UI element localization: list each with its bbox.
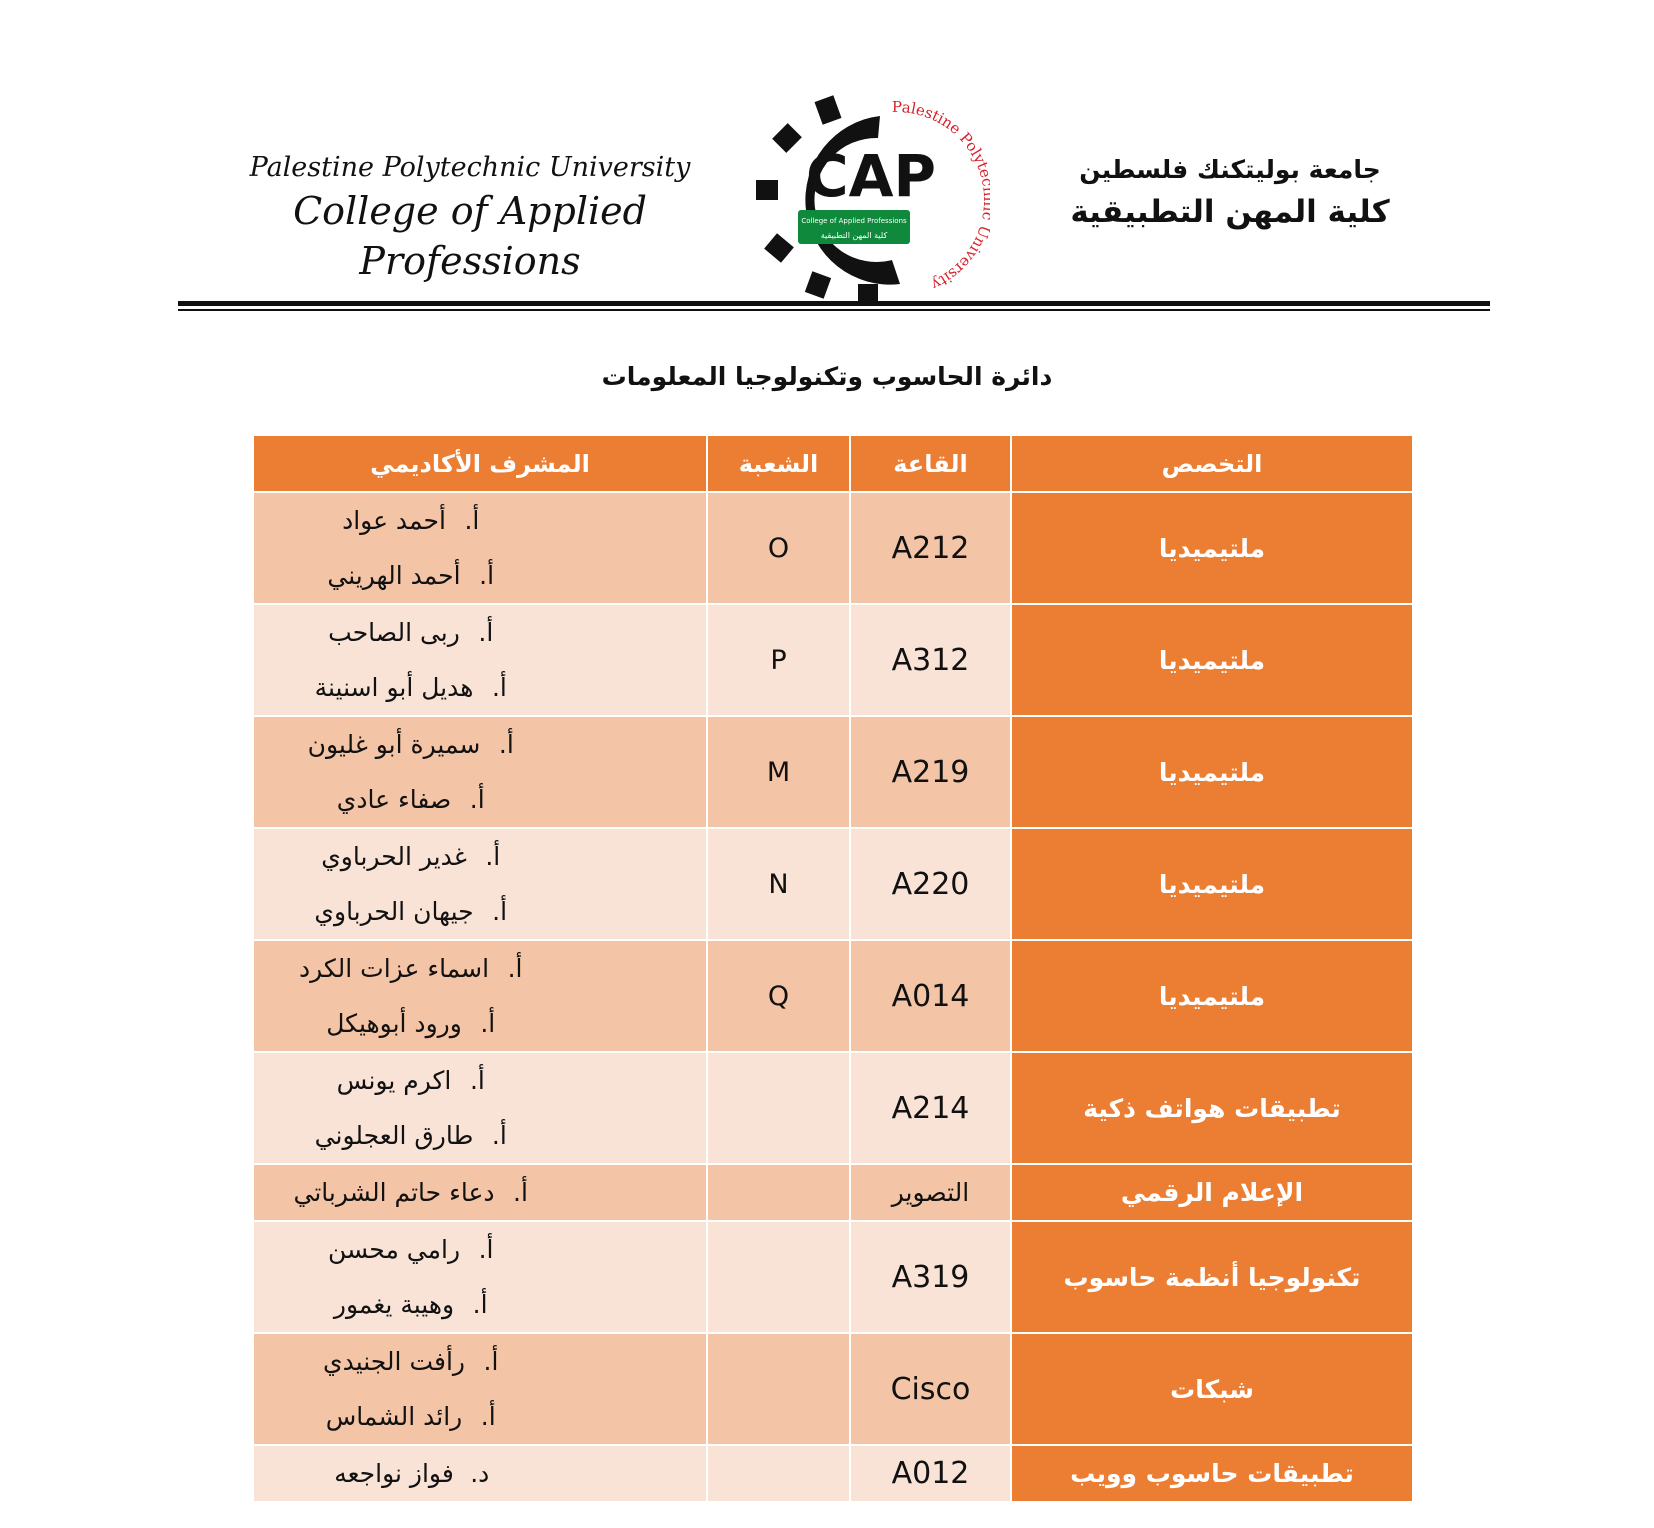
supervisor-entry [254,493,586,548]
header-supervisor: المشرف الأكاديمي [253,435,707,492]
table-header-row [253,435,1413,492]
room-cell: A312 [850,604,1011,716]
logo-ring-text: Palestine Poly niversity [891,97,990,294]
table-row [253,492,1413,604]
section-cell: N [707,828,850,940]
supervisor-title: أ. [513,1178,528,1207]
supervisor-entry [254,1108,586,1163]
table-row [253,1333,1413,1445]
supervisor-entry [254,1053,586,1108]
header-arabic [1060,152,1400,236]
supervisor-name: وهيبة يغمور [333,1290,455,1319]
specialization-cell: تطبيقات حاسوب وويب [1011,1445,1413,1502]
room-cell: A319 [850,1221,1011,1333]
supervisor-name: غدير الحرباوي [321,842,467,871]
supervisor-name: جيهان الحرباوي [314,897,474,926]
supervisor-title: د. [470,1459,490,1488]
supervisor-title: أ. [491,1121,507,1150]
supervisor-cell [253,1333,707,1445]
supervisor-entry [254,941,586,996]
section-cell: Q [707,940,850,1052]
header-room: القاعة [850,435,1011,492]
supervisor-title: أ. [464,506,480,535]
supervisor-entry [254,772,586,827]
header-specialization: التخصص [1011,435,1413,492]
specialization-cell: ملتيميديا [1011,716,1413,828]
supervisor-cell [253,1221,707,1333]
logo-acronym: CAP [806,142,936,210]
supervisor-name: ربى الصاحب [328,618,460,647]
university-name-en: Palestine Polytechnic University [249,152,691,183]
supervisor-name: أحمد عواد [342,506,446,535]
supervisor-entry [254,1389,586,1444]
supervisor-entry [254,1277,586,1332]
header-english [210,150,730,286]
supervisor-title: أ. [478,1235,494,1264]
section-cell: P [707,604,850,716]
supervisor-title: أ. [469,1066,485,1095]
table-row [253,1221,1413,1333]
supervisor-name: رامي محسن [327,1235,461,1264]
supervisor-cell [253,1052,707,1164]
section-cell [707,1221,850,1333]
supervisor-cell [253,604,707,716]
room-cell: A214 [850,1052,1011,1164]
table-row [253,1164,1413,1221]
university-name-ar: جامعة بوليتكنك فلسطين [1079,155,1381,184]
supervisor-entry [254,1165,586,1220]
table-row [253,828,1413,940]
section-cell [707,1333,850,1445]
specialization-cell: ملتيميديا [1011,940,1413,1052]
logo-banner-en: College of Applied Professions [801,217,907,225]
supervisor-entry [254,660,586,715]
header-section: الشعبة [707,435,850,492]
supervisor-name: اسماء عزات الكرد [298,954,490,983]
supervisor-name: أحمد الهريني [327,561,461,590]
supervisor-name: رائد الشماس [325,1402,463,1431]
table-row [253,940,1413,1052]
supervisor-name: سميرة أبو غليون [307,730,481,759]
specialization-cell: الإعلام الرقمي [1011,1164,1413,1221]
college-name-ar: كلية المهن التطبيقية [1070,194,1390,230]
section-cell [707,1052,850,1164]
supervisor-cell [253,492,707,604]
supervisor-name: ورود أبوهيكل [326,1009,462,1038]
header-rule [178,301,1490,306]
supervisor-title: أ. [478,618,494,647]
specialization-cell: شبكات [1011,1333,1413,1445]
specialization-cell: ملتيميديا [1011,828,1413,940]
college-name-en: College of Applied Professions [293,189,647,283]
supervisor-entry [254,996,586,1051]
supervisor-entry [254,548,586,603]
supervisor-name: رأفت الجنيدي [323,1347,465,1376]
room-cell: التصوير [850,1164,1011,1221]
department-title: دائرة الحاسوب وتكنولوجيا المعلومات [601,362,1053,391]
college-logo [750,88,990,308]
supervisor-entry [254,829,586,884]
section-cell [707,1164,850,1221]
room-cell: A219 [850,716,1011,828]
supervisor-name: فواز نواجعه [334,1459,454,1488]
supervisor-name: اكرم يونس [336,1066,452,1095]
room-cell: A220 [850,828,1011,940]
table-row [253,716,1413,828]
specialization-cell: ملتيميديا [1011,492,1413,604]
supervisor-cell [253,828,707,940]
table-row [253,604,1413,716]
supervisor-name: هديل أبو اسنينة [314,673,474,702]
section-cell: O [707,492,850,604]
supervisor-entry [254,1222,586,1277]
supervisor-title: أ. [480,1402,496,1431]
supervisor-title: أ. [485,842,501,871]
specialization-cell: تكنولوجيا أنظمة حاسوب [1011,1221,1413,1333]
supervisor-cell [253,940,707,1052]
supervisor-title: أ. [491,673,507,702]
supervisor-entry [254,717,586,772]
supervisor-cell [253,1164,707,1221]
section-cell [707,1445,850,1502]
supervisor-name: صفاء عادي [336,785,452,814]
supervisor-title: أ. [498,730,514,759]
room-cell: A012 [850,1445,1011,1502]
room-cell: A212 [850,492,1011,604]
header-rule-thin [178,309,1490,311]
supervisor-entry [254,1334,586,1389]
logo-banner-ar: كلية المهن التطبيقية [820,231,888,240]
section-cell: M [707,716,850,828]
supervisor-name: طارق العجلوني [314,1121,474,1150]
supervisor-name: دعاء حاتم الشرباتي [293,1178,495,1207]
table-row [253,1445,1413,1502]
supervisor-title: أ. [480,1009,496,1038]
supervisors-table [252,434,1414,1503]
supervisor-title: أ. [492,897,508,926]
specialization-cell: تطبيقات هواتف ذكية [1011,1052,1413,1164]
room-cell: A014 [850,940,1011,1052]
supervisor-title: أ. [507,954,523,983]
supervisor-cell [253,716,707,828]
supervisor-title: أ. [469,785,485,814]
supervisor-cell [253,1445,707,1502]
table-row [253,1052,1413,1164]
supervisor-entry [254,884,586,939]
specialization-cell: ملتيميديا [1011,604,1413,716]
supervisor-entry [254,1446,586,1501]
supervisor-title: أ. [483,1347,499,1376]
room-cell: Cisco [850,1333,1011,1445]
supervisor-entry [254,605,586,660]
supervisor-title: أ. [479,561,495,590]
supervisor-title: أ. [472,1290,488,1319]
